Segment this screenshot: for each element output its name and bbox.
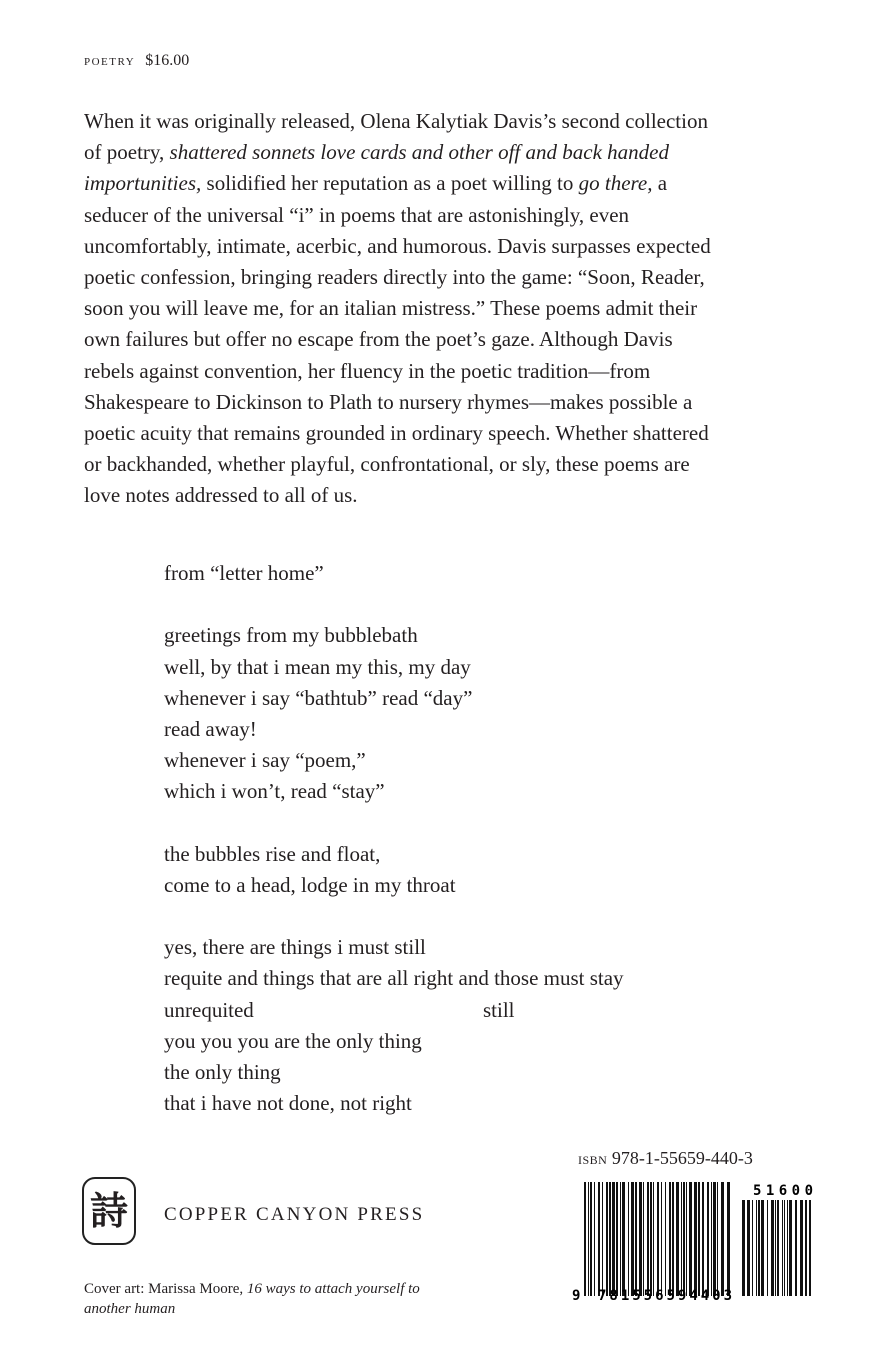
barcode-bar <box>616 1182 618 1296</box>
poem-line: which i won’t, read “stay” <box>164 779 385 804</box>
barcode-bar <box>702 1182 704 1296</box>
blurb-line <box>84 356 711 387</box>
barcode-bar <box>707 1182 709 1296</box>
barcode-bar <box>639 1182 642 1296</box>
category-price <box>84 52 189 70</box>
barcode-bar <box>689 1182 692 1296</box>
barcode-bar <box>588 1182 589 1296</box>
barcode-bar <box>747 1200 750 1296</box>
barcode-bar <box>752 1200 753 1296</box>
blurb-line <box>84 293 711 324</box>
text: uncomfortably, intimate, acerbic, and humorous. Davis surpasses expected <box>84 233 711 258</box>
barcode-bar <box>598 1182 600 1296</box>
barcode-bar <box>631 1182 634 1296</box>
text: poetic acuity that remains grounded in ordinary speech. Whether shattered <box>84 420 709 445</box>
barcode-bar <box>767 1200 768 1296</box>
barcode-bar <box>787 1200 788 1296</box>
blurb-line <box>84 418 711 449</box>
blurb-line <box>84 449 711 480</box>
barcode-bar <box>694 1182 697 1296</box>
barcode-bar <box>795 1200 797 1296</box>
text: love notes addressed to all of us. <box>84 483 358 508</box>
poem-excerpt <box>164 558 624 1119</box>
publisher-logo: 詩 <box>82 1177 136 1245</box>
poem-line: the only thing <box>164 1060 281 1084</box>
barcode-digit-first: 9 <box>572 1288 581 1303</box>
text: When it was originally released, Olena Kalytiak Davis’s second collection <box>84 109 708 133</box>
barcode-bar <box>713 1182 716 1296</box>
addon-digits: 51600 <box>753 1183 813 1199</box>
text: poetic confession, bringing readers directly into the game: “Soon, Reader, <box>84 264 705 289</box>
text: seducer of the universal “i” in poems that are astonishingly, even <box>84 202 630 227</box>
barcode-bar <box>584 1182 586 1296</box>
barcode-bar <box>622 1182 625 1296</box>
barcode-bar <box>669 1182 671 1296</box>
blurb-line <box>84 137 711 168</box>
barcode-bar <box>653 1182 654 1296</box>
barcode-bar <box>606 1182 608 1296</box>
poem-line: whenever i say “poem,” <box>164 748 366 773</box>
barcode-bar <box>612 1182 615 1296</box>
barcode-bar <box>789 1200 792 1296</box>
credit-prefix: Cover art: Marissa Moore, <box>84 1281 247 1297</box>
barcode-bar <box>628 1182 629 1296</box>
barcode-bar <box>698 1182 700 1296</box>
isbn-number: 978-1-55659-440-3 <box>611 1148 753 1168</box>
barcode-bar <box>650 1182 652 1296</box>
cover-art-credit <box>84 1279 464 1319</box>
blurb-paragraph <box>84 106 711 511</box>
text: a <box>652 171 668 196</box>
poem-line: greetings from my bubblebath <box>164 623 418 648</box>
barcode-bar <box>683 1182 685 1296</box>
poem-line: well, by that i mean my this, my day <box>164 654 471 679</box>
barcode-bar <box>756 1200 757 1296</box>
barcode-digits: 781556594403 <box>598 1288 732 1303</box>
barcode-bar <box>672 1182 674 1296</box>
text: rebels against convention, her fluency in the poetic tradition—from <box>84 358 651 383</box>
isbn-label: ISBN <box>578 1153 608 1167</box>
emphasis-italic: go there, <box>578 171 653 196</box>
text: still <box>483 997 515 1022</box>
poem-line: read away! <box>164 716 257 741</box>
barcode-bar <box>800 1200 803 1296</box>
barcode-bar <box>609 1182 611 1296</box>
barcode-bar <box>777 1200 779 1296</box>
barcode-bar <box>661 1182 662 1296</box>
barcode-bar <box>721 1182 724 1296</box>
barcode-bar <box>676 1182 679 1296</box>
blurb-line <box>84 387 711 418</box>
barcode-bar <box>590 1182 592 1296</box>
barcode-bar <box>742 1200 745 1296</box>
poem-line: the bubbles rise and float, <box>164 841 381 866</box>
barcode-bar <box>681 1182 682 1296</box>
poem-line: you you you are the only thing <box>164 1028 422 1053</box>
barcode-bar <box>771 1200 774 1296</box>
blurb-line <box>84 480 711 511</box>
barcode-bar <box>602 1182 603 1296</box>
barcode-bar <box>686 1182 687 1296</box>
isbn <box>578 1148 753 1169</box>
barcode-bar <box>665 1182 666 1296</box>
barcode-bar <box>784 1200 785 1296</box>
barcode <box>570 1178 820 1303</box>
artwork-title: 16 ways to attach yourself to another human <box>84 1281 420 1317</box>
barcode-bar <box>758 1200 760 1296</box>
barcode-bar <box>643 1182 644 1296</box>
blurb-line <box>84 106 711 137</box>
book-title-italic: importunities, <box>84 171 202 196</box>
barcode-bar <box>620 1182 621 1296</box>
barcode-bar <box>594 1182 595 1296</box>
barcode-bar <box>657 1182 659 1296</box>
poem-line: that i have not done, not right <box>164 1091 412 1116</box>
category-label: POETRY <box>84 56 136 68</box>
blurb-line <box>84 231 711 262</box>
barcode-bar <box>775 1200 776 1296</box>
barcode-bar <box>805 1200 807 1296</box>
addon-barcode-bars <box>742 1200 811 1296</box>
text: own failures but offer no escape from the poet’s gaze. Although Davis <box>84 327 673 352</box>
poem-line: requite and things that are all right and those must stay <box>164 966 624 991</box>
barcode-bar <box>647 1182 649 1296</box>
blurb-line <box>84 200 711 231</box>
text: unrequited <box>164 997 254 1022</box>
barcode-bar <box>727 1182 730 1296</box>
blurb-line <box>84 168 711 199</box>
blurb-line <box>84 262 711 293</box>
book-title-italic: shattered sonnets love cards and other off and back handed <box>169 140 669 165</box>
poem-line <box>164 995 624 1026</box>
barcode-bar <box>711 1182 712 1296</box>
barcode-bars <box>584 1182 730 1296</box>
barcode-bar <box>782 1200 783 1296</box>
poem-title: from “letter home” <box>164 561 324 585</box>
publisher-name: COPPER CANYON PRESS <box>164 1204 425 1225</box>
barcode-bar <box>717 1182 718 1296</box>
barcode-bar <box>635 1182 637 1296</box>
blurb-line <box>84 324 711 355</box>
poem-line: yes, there are things i must still <box>164 935 426 960</box>
price: $16.00 <box>145 52 190 69</box>
barcode-bar <box>809 1200 811 1296</box>
barcode-bar <box>761 1200 764 1296</box>
poem-line: come to a head, lodge in my throat <box>164 872 456 897</box>
text: of poetry, <box>84 140 170 165</box>
text: Shakespeare to Dickinson to Plath to nursery rhymes—makes possible a <box>84 389 693 414</box>
text: or backhanded, whether playful, confrontational, or sly, these poems are <box>84 452 690 477</box>
text: solidified her reputation as a poet willing to <box>201 171 579 196</box>
poem-line: whenever i say “bathtub” read “day” <box>164 685 473 710</box>
text: soon you will leave me, for an italian mistress.” These poems admit their <box>84 296 698 321</box>
